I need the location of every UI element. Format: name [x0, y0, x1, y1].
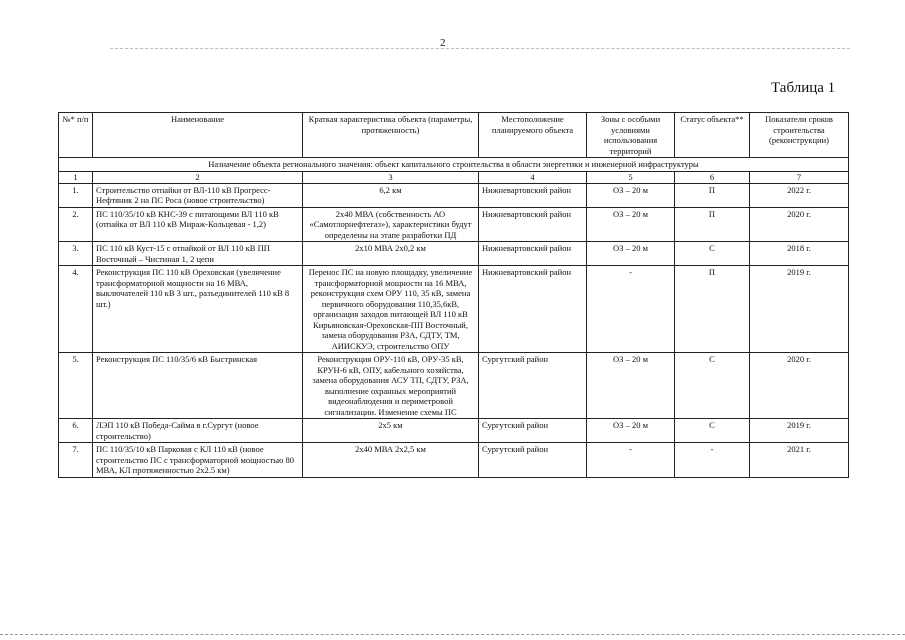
row-name: ПС 110/35/10 кВ КНС-39 с питающими ВЛ 110 кВ (отпайка от ВЛ 110 кВ Мираж-Кольцевая - 1,2): [93, 207, 303, 242]
row-number: 7.: [59, 443, 93, 478]
table-row: [59, 207, 849, 242]
table-row: [59, 242, 849, 266]
row-location: Сургутский район: [479, 419, 587, 443]
header-location: Местоположение планируемого объекта: [479, 113, 587, 158]
column-index: 2: [93, 171, 303, 183]
row-name: ПС 110 кВ Куст-15 с отпайкой от ВЛ 110 кВ ПП Восточный – Чистиная 1, 2 цепи: [93, 242, 303, 266]
row-name: ПС 110/35/10 кВ Парковая с КЛ 110 кВ (новое строительство ПС с трансформаторной мощностью 80 МВА, КЛ протяженностью 2х2.5 км): [93, 443, 303, 478]
row-term: 2022 г.: [750, 183, 849, 207]
row-characteristic: 6,2 км: [303, 183, 479, 207]
row-status: П: [675, 266, 750, 353]
row-location: Сургутский район: [479, 353, 587, 419]
row-characteristic: 2х10 МВА 2х0,2 км: [303, 242, 479, 266]
row-zones: -: [587, 443, 675, 478]
row-characteristic: Реконструкция ОРУ-110 кВ, ОРУ-35 кВ, КРУН-6 кВ, ОПУ, кабельного хозяйства, замена оборудования АСУ ТП, СДТУ, РЗА, выполнение охранных мероприятий видеонаблюдения и периметровой сигнализации. Изменение схемы ПС: [303, 353, 479, 419]
row-location: Нижневартовский район: [479, 207, 587, 242]
row-location: Нижневартовский район: [479, 183, 587, 207]
header-term: Показатели сроков строительства (реконструкции): [750, 113, 849, 158]
column-index: 3: [303, 171, 479, 183]
row-name: ЛЭП 110 кВ Победа-Сайма в г.Сургут (новое строительство): [93, 419, 303, 443]
row-zones: ОЗ – 20 м: [587, 353, 675, 419]
objects-table: [58, 112, 849, 478]
row-zones: ОЗ – 20 м: [587, 183, 675, 207]
column-index: 5: [587, 171, 675, 183]
row-number: 4.: [59, 266, 93, 353]
row-term: 2021 г.: [750, 443, 849, 478]
row-characteristic: 2х40 МВА (собственность АО «Самотлорнефтегаз»), характеристики будут определены на этапе разработки ПД: [303, 207, 479, 242]
table-row: [59, 183, 849, 207]
table-row: [59, 266, 849, 353]
table-row: [59, 419, 849, 443]
row-location: Нижневартовский район: [479, 266, 587, 353]
section-title: Назначение объекта регионального значения: объект капитального строительства в области энергетики и инженерной инфраструктуры: [59, 158, 849, 172]
header-name: Наименование: [93, 113, 303, 158]
row-characteristic: 2х40 МВА 2х2,5 км: [303, 443, 479, 478]
bottom-dashed-rule: [0, 634, 905, 635]
row-zones: -: [587, 266, 675, 353]
row-term: 2020 г.: [750, 207, 849, 242]
row-number: 5.: [59, 353, 93, 419]
row-characteristic: Перенос ПС на новую площадку, увеличение трансформаторной мощности на 16 МВА, реконструкция схем ОРУ 110, 35 кВ, замена первичного оборудования 110,35,6кВ, организация заходов питающей ВЛ 110 кВ Кирьяновская-Ореховская-ПП Восточный, замена оборудования РЗА, СДТУ, ТМ, АИИСКУЭ, строительство ОПУ: [303, 266, 479, 353]
row-status: -: [675, 443, 750, 478]
row-zones: ОЗ – 20 м: [587, 207, 675, 242]
row-number: 1.: [59, 183, 93, 207]
row-status: С: [675, 353, 750, 419]
header-status: Статус объекта**: [675, 113, 750, 158]
row-name: Реконструкция ПС 110/35/6 кВ Быстринская: [93, 353, 303, 419]
row-zones: ОЗ – 20 м: [587, 242, 675, 266]
row-status: П: [675, 183, 750, 207]
row-number: 3.: [59, 242, 93, 266]
row-number: 2.: [59, 207, 93, 242]
column-index: 1: [59, 171, 93, 183]
row-term: 2018 г.: [750, 242, 849, 266]
header-characteristic: Краткая характеристика объекта (параметры, протяженность): [303, 113, 479, 158]
row-status: С: [675, 242, 750, 266]
row-term: 2019 г.: [750, 419, 849, 443]
column-index: 7: [750, 171, 849, 183]
row-location: Сургутский район: [479, 443, 587, 478]
row-name: Реконструкция ПС 110 кВ Ореховская (увеличение трансформаторной мощности на 16 МВА, выключателей 110 кВ 3 шт., разъединителей 110 кВ 8 шт.): [93, 266, 303, 353]
row-term: 2019 г.: [750, 266, 849, 353]
row-status: С: [675, 419, 750, 443]
column-index-row: [59, 171, 849, 183]
top-dashed-rule: [110, 48, 850, 49]
row-status: П: [675, 207, 750, 242]
header-row: [59, 113, 849, 158]
page-number: 2: [440, 37, 446, 49]
header-num: №* п/п: [59, 113, 93, 158]
column-index: 6: [675, 171, 750, 183]
row-number: 6.: [59, 419, 93, 443]
row-zones: ОЗ – 20 м: [587, 419, 675, 443]
row-term: 2020 г.: [750, 353, 849, 419]
table-title: Таблица 1: [771, 80, 836, 96]
table-row: [59, 353, 849, 419]
row-name: Строительство отпайки от ВЛ-110 кВ Прогресс-Нефтяник 2 на ПС Роса (новое строительство): [93, 183, 303, 207]
section-row: [59, 158, 849, 172]
column-index: 4: [479, 171, 587, 183]
table-row: [59, 443, 849, 478]
header-zones: Зоны с особыми условиями использования территорий: [587, 113, 675, 158]
row-characteristic: 2х5 км: [303, 419, 479, 443]
row-location: Нижневартовский район: [479, 242, 587, 266]
